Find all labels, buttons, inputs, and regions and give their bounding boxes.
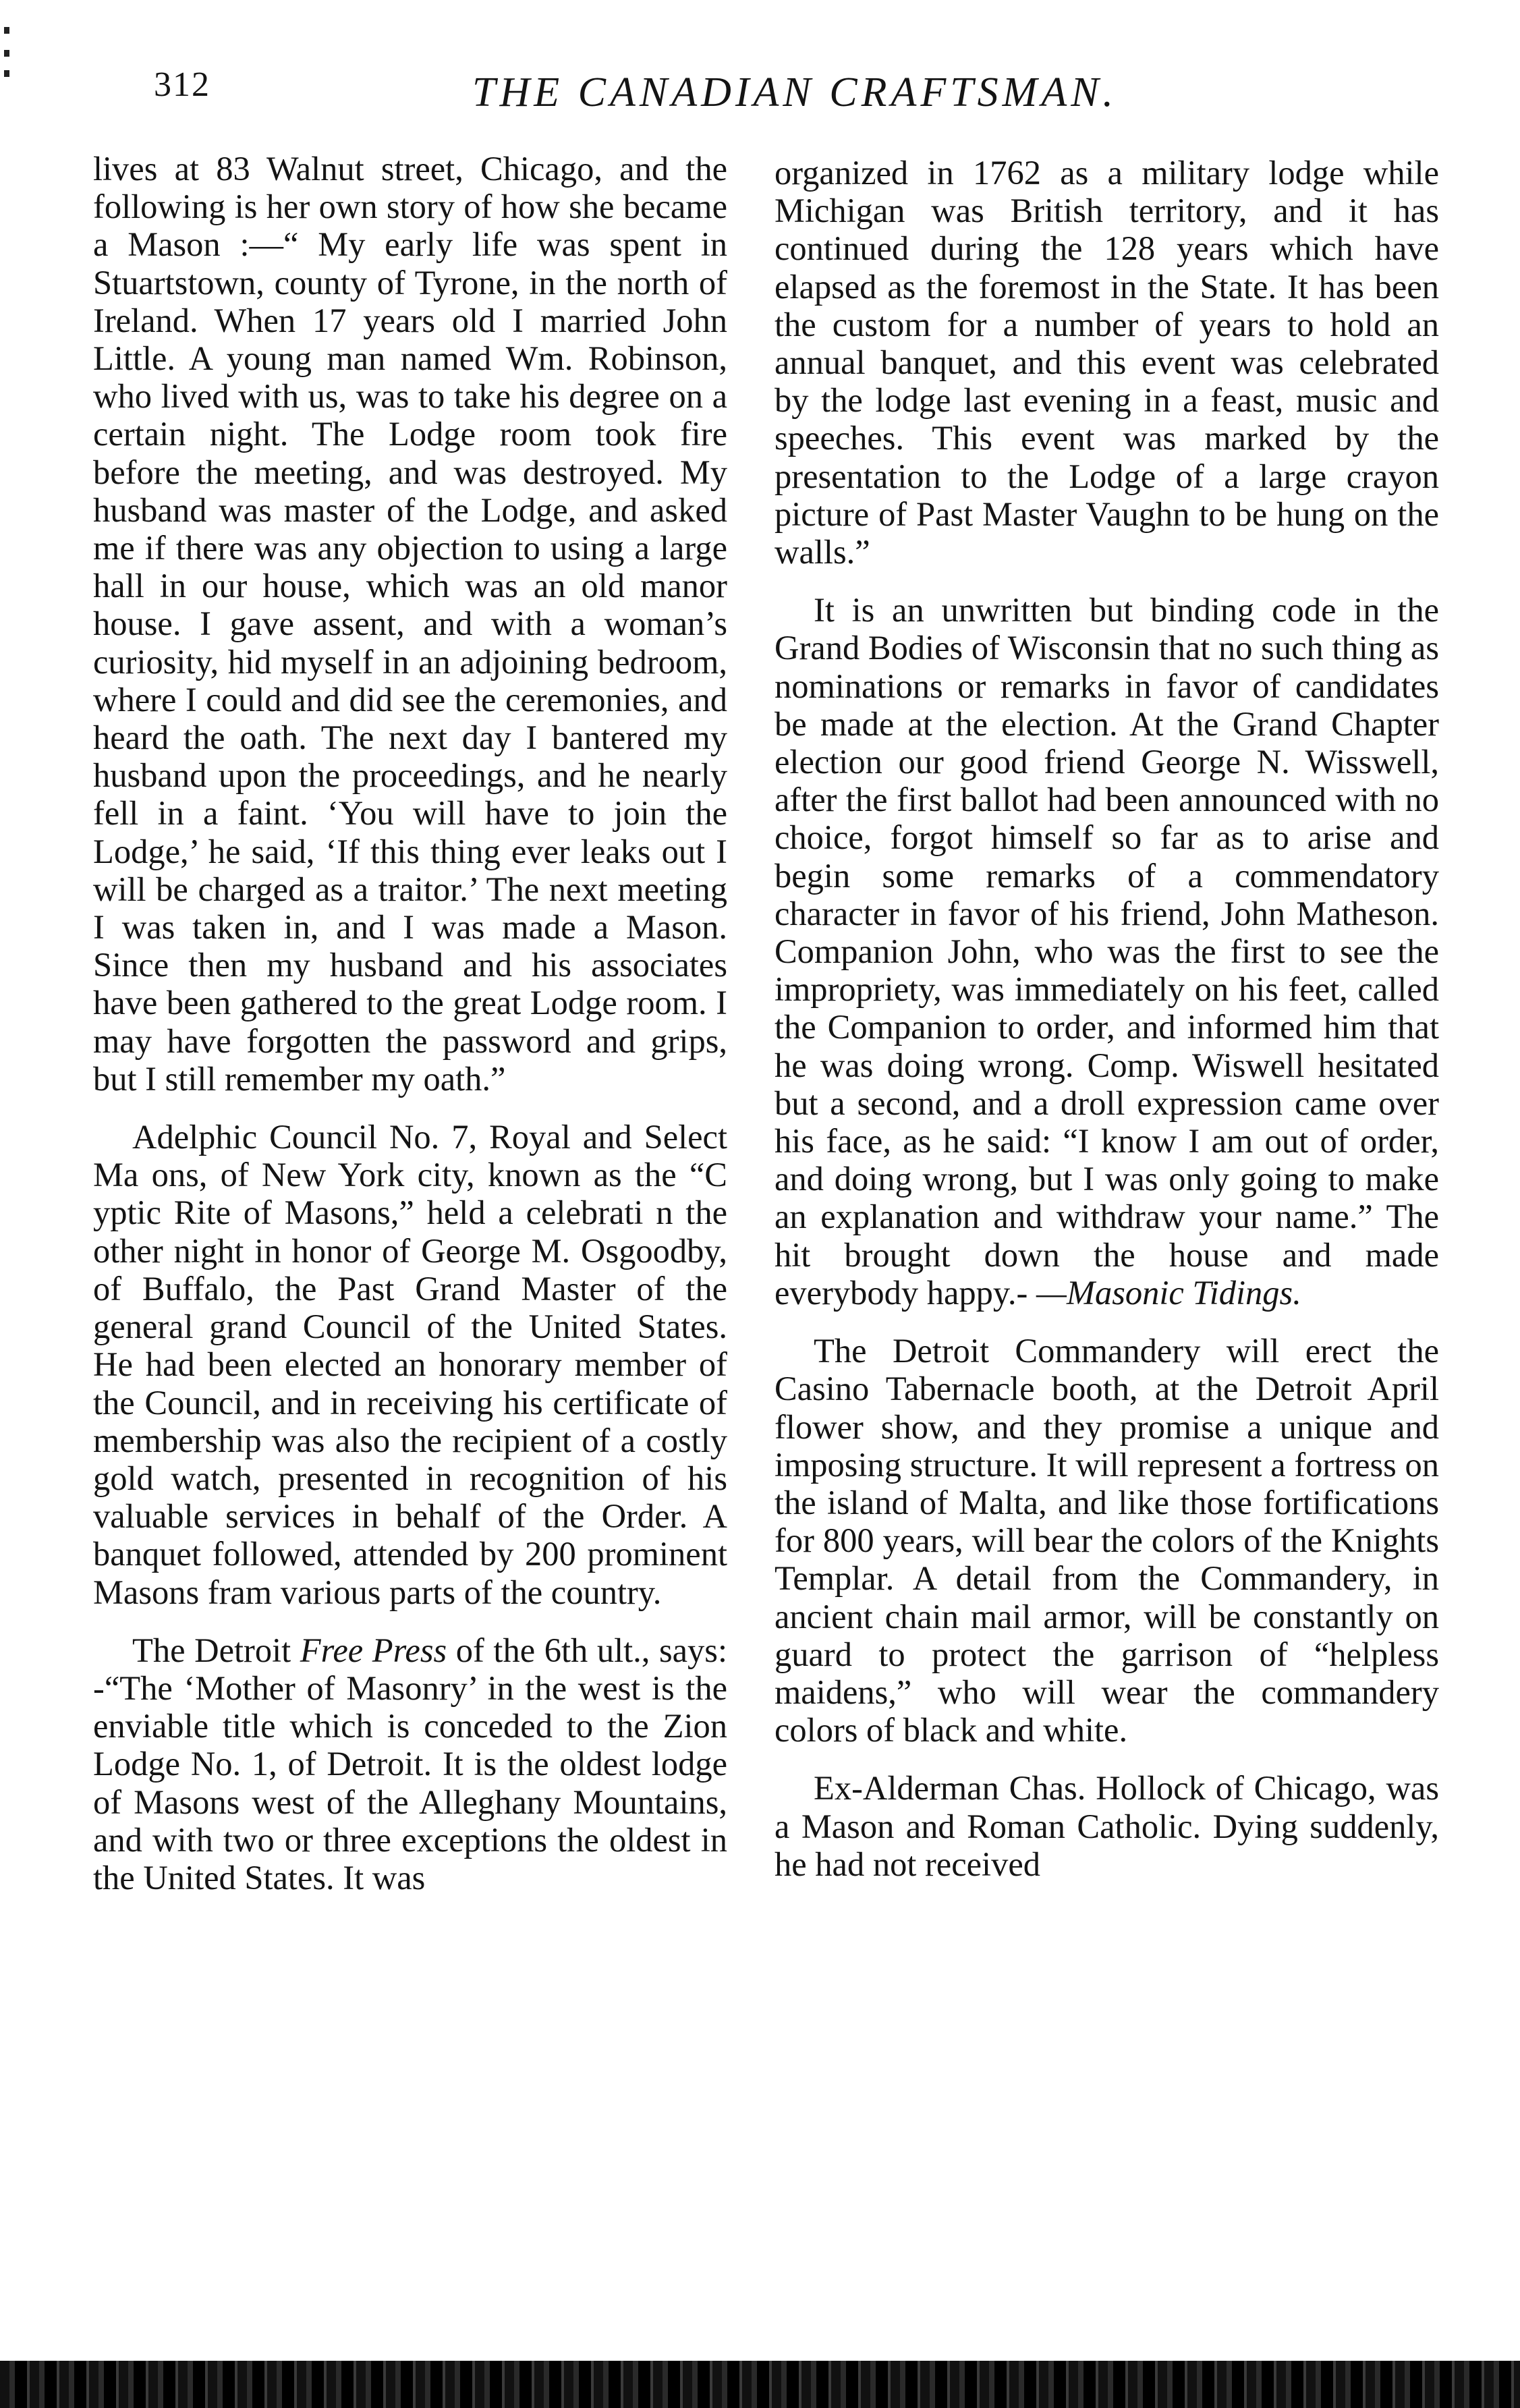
p3-text-after: of the 6th ult., says: -“The ‘Mother of Masonry’ in the west is the enviable title which is conceded to the Zion Lodge No. 1, of Detroit. It is the oldest lodge of Masons west of the Alleghany Mountains, and with two or three exceptions the oldest in the United States. It was [93, 1631, 727, 1897]
right-paragraph-1: organized in 1762 as a military lodge while Michigan was British territory, and it has continued during the 128 years which have elapsed as the foremost in the State. It has been the custom for a number of years to hold an annual banquet, and this event was celebrated by the lodge last evening in a feast, music and speeches. This event was marked by the presentation to the Lodge of a large crayon picture of Past Master Vaughn to be hung on the walls.” [775, 154, 1439, 571]
scan-edge-marks [4, 27, 9, 81]
p3-text-before: The Detroit [132, 1631, 300, 1669]
right-column [775, 154, 1439, 1883]
left-paragraph-3 [93, 1631, 727, 1897]
p2-text: It is an unwritten but binding code in the Grand Bodies of Wisconsin that no such thing as nominations or remarks in favor of candidates be made at the election. At the Grand Chapter election our good friend George N. Wisswell, after the first ballot had been announced with no choice, forgot himself so far as to arise and begin some remarks of a commendatory character in favor of his friend, John Matheson. Companion John, who was the first to see the impropriety, was immediately on his feet, called the Companion to order, and informed him that he was doing wrong. Comp. Wiswell hesitated but a second, and a droll expression came over his face, as he said: “I know I am out of order, and doing wrong, but I was only going to make an explanation and withdraw your name.” The hit brought down the house and made everybody happy.- [775, 591, 1439, 1312]
left-column [93, 150, 727, 1897]
running-title: THE CANADIAN CRAFTSMAN. [472, 69, 1118, 115]
left-paragraph-1: lives at 83 Walnut street, Chicago, and the following is her own story of how she became a Mason :—“ My early life was spent in Stuartstown, county of Tyrone, in the north of Ireland. When 17 years old I married John Little. A young man named Wm. Robinson, who lived with us, was to take his degree on a certain night. The Lodge room took fire before the meeting, and was destroyed. My husband was master of the Lodge, and asked me if there was any objection to using a large hall in our house, which was an old manor house. I gave assent, and with a woman’s curiosity, hid myself in an adjoining bedroom, where I could and did see the ceremonies, and heard the oath. The next day I bantered my husband upon the proceedings, and he nearly fell in a faint. ‘You will have to join the Lodge,’ he said, ‘If this thing ever leaks out I will be charged as a traitor.’ The next meeting I was taken in, and I was made a Mason. Since then my husband and his associates have been gathered to the great Lodge room. I may have forgotten the password and grips, but I still remember my oath.” [93, 150, 727, 1098]
right-paragraph-2 [775, 591, 1439, 1312]
left-paragraph-2: Adelphic Council No. 7, Royal and Select Ma ons, of New York city, known as the “C yptic Rite of Masons,” held a celebrati n the other night in honor of George M. Osgoodby, of Buffalo, the Past Grand Master of the general grand Council of the United States. He had been elected an honorary member of the Council, and in receiving his certificate of membership was also the recipient of a costly gold watch, presented in recognition of his valuable services in behalf of the Order. A banquet followed, attended by 200 prominent Masons fram various parts of the country. [93, 1118, 727, 1611]
right-paragraph-3: The Detroit Commandery will erect the Casino Tabernacle booth, at the Detroit April flower show, and they promise a unique and imposing structure. It will represent a fortress on the island of Malta, and like those fortifications for 800 years, will bear the colors of the Knights Templar. A detail from the Commandery, in ancient chain mail armor, will be constantly on guard to protect the garrison of “helpless maidens,” who will wear the commandery colors of black and white. [775, 1332, 1439, 1749]
scan-footer-bar [0, 2361, 1520, 2408]
newspaper-title: Free Press [300, 1631, 447, 1669]
page-number: 312 [154, 65, 210, 104]
right-paragraph-4: Ex-Alderman Chas. Hollock of Chicago, was a Mason and Roman Catholic. Dying suddenly, he had not received [775, 1769, 1439, 1883]
source-attribution: —Masonic Tidings. [1036, 1273, 1301, 1312]
